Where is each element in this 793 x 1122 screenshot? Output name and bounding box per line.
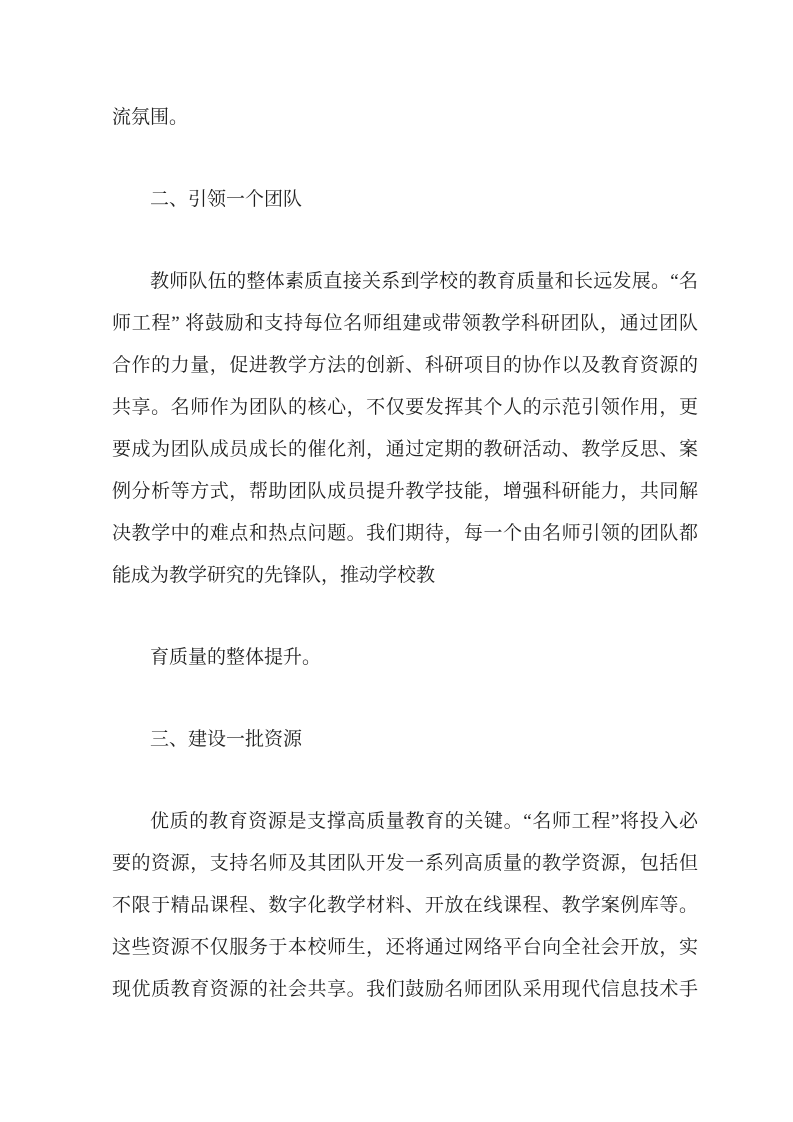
- text-line: 例分析等方式，帮助团队成员提升教学技能，增强科研能力，共同解: [112, 481, 698, 502]
- section-heading-three: 三、建设一批资源: [150, 729, 303, 750]
- text-line: 能成为教学研究的先锋队，推动学校教: [112, 565, 436, 586]
- paragraph-continuation-tail: [112, 97, 698, 139]
- document-body: [112, 97, 698, 1051]
- text-line: 共享。名师作为团队的核心，不仅要发挥其个人的示范引领作用，更: [112, 397, 698, 418]
- text-line: 现优质教育资源的社会共享。我们鼓励名师团队采用现代信息技术手: [112, 979, 698, 1000]
- text-line: 合作的力量，促进教学方法的创新、科研项目的协作以及教育资源的: [112, 355, 698, 376]
- text-line: 决教学中的难点和热点问题。我们期待，每一个由名师引领的团队都: [112, 523, 698, 544]
- text-line: 优质的教育资源是支撑高质量教育的关键。“名师工程”将投入必: [150, 811, 698, 832]
- paragraph-team-building: [112, 261, 698, 597]
- text-line: 教师队伍的整体素质直接关系到学校的教育质量和长远发展。“名: [150, 271, 698, 292]
- paragraph-resource-building: [112, 801, 698, 1011]
- text-line: 要成为团队成员成长的催化剂，通过定期的教研活动、教学反思、案: [112, 439, 698, 460]
- text-line: 要的资源，支持名师及其团队开发一系列高质量的教学资源，包括但: [112, 853, 698, 874]
- text-line: 育质量的整体提升。: [150, 647, 322, 668]
- text-line: 不限于精品课程、数字化教学材料、开放在线课程、教学案例库等。: [112, 895, 698, 916]
- text-line: 流氛围。: [112, 107, 189, 128]
- text-line: 这些资源不仅服务于本校师生，还将通过网络平台向全社会开放，实: [112, 937, 698, 958]
- text-line: 师工程” 将鼓励和支持每位名师组建或带领教学科研团队，通过团队: [112, 313, 698, 334]
- section-heading-two: 二、引领一个团队: [150, 189, 303, 210]
- paragraph-quality-improvement: [112, 637, 698, 679]
